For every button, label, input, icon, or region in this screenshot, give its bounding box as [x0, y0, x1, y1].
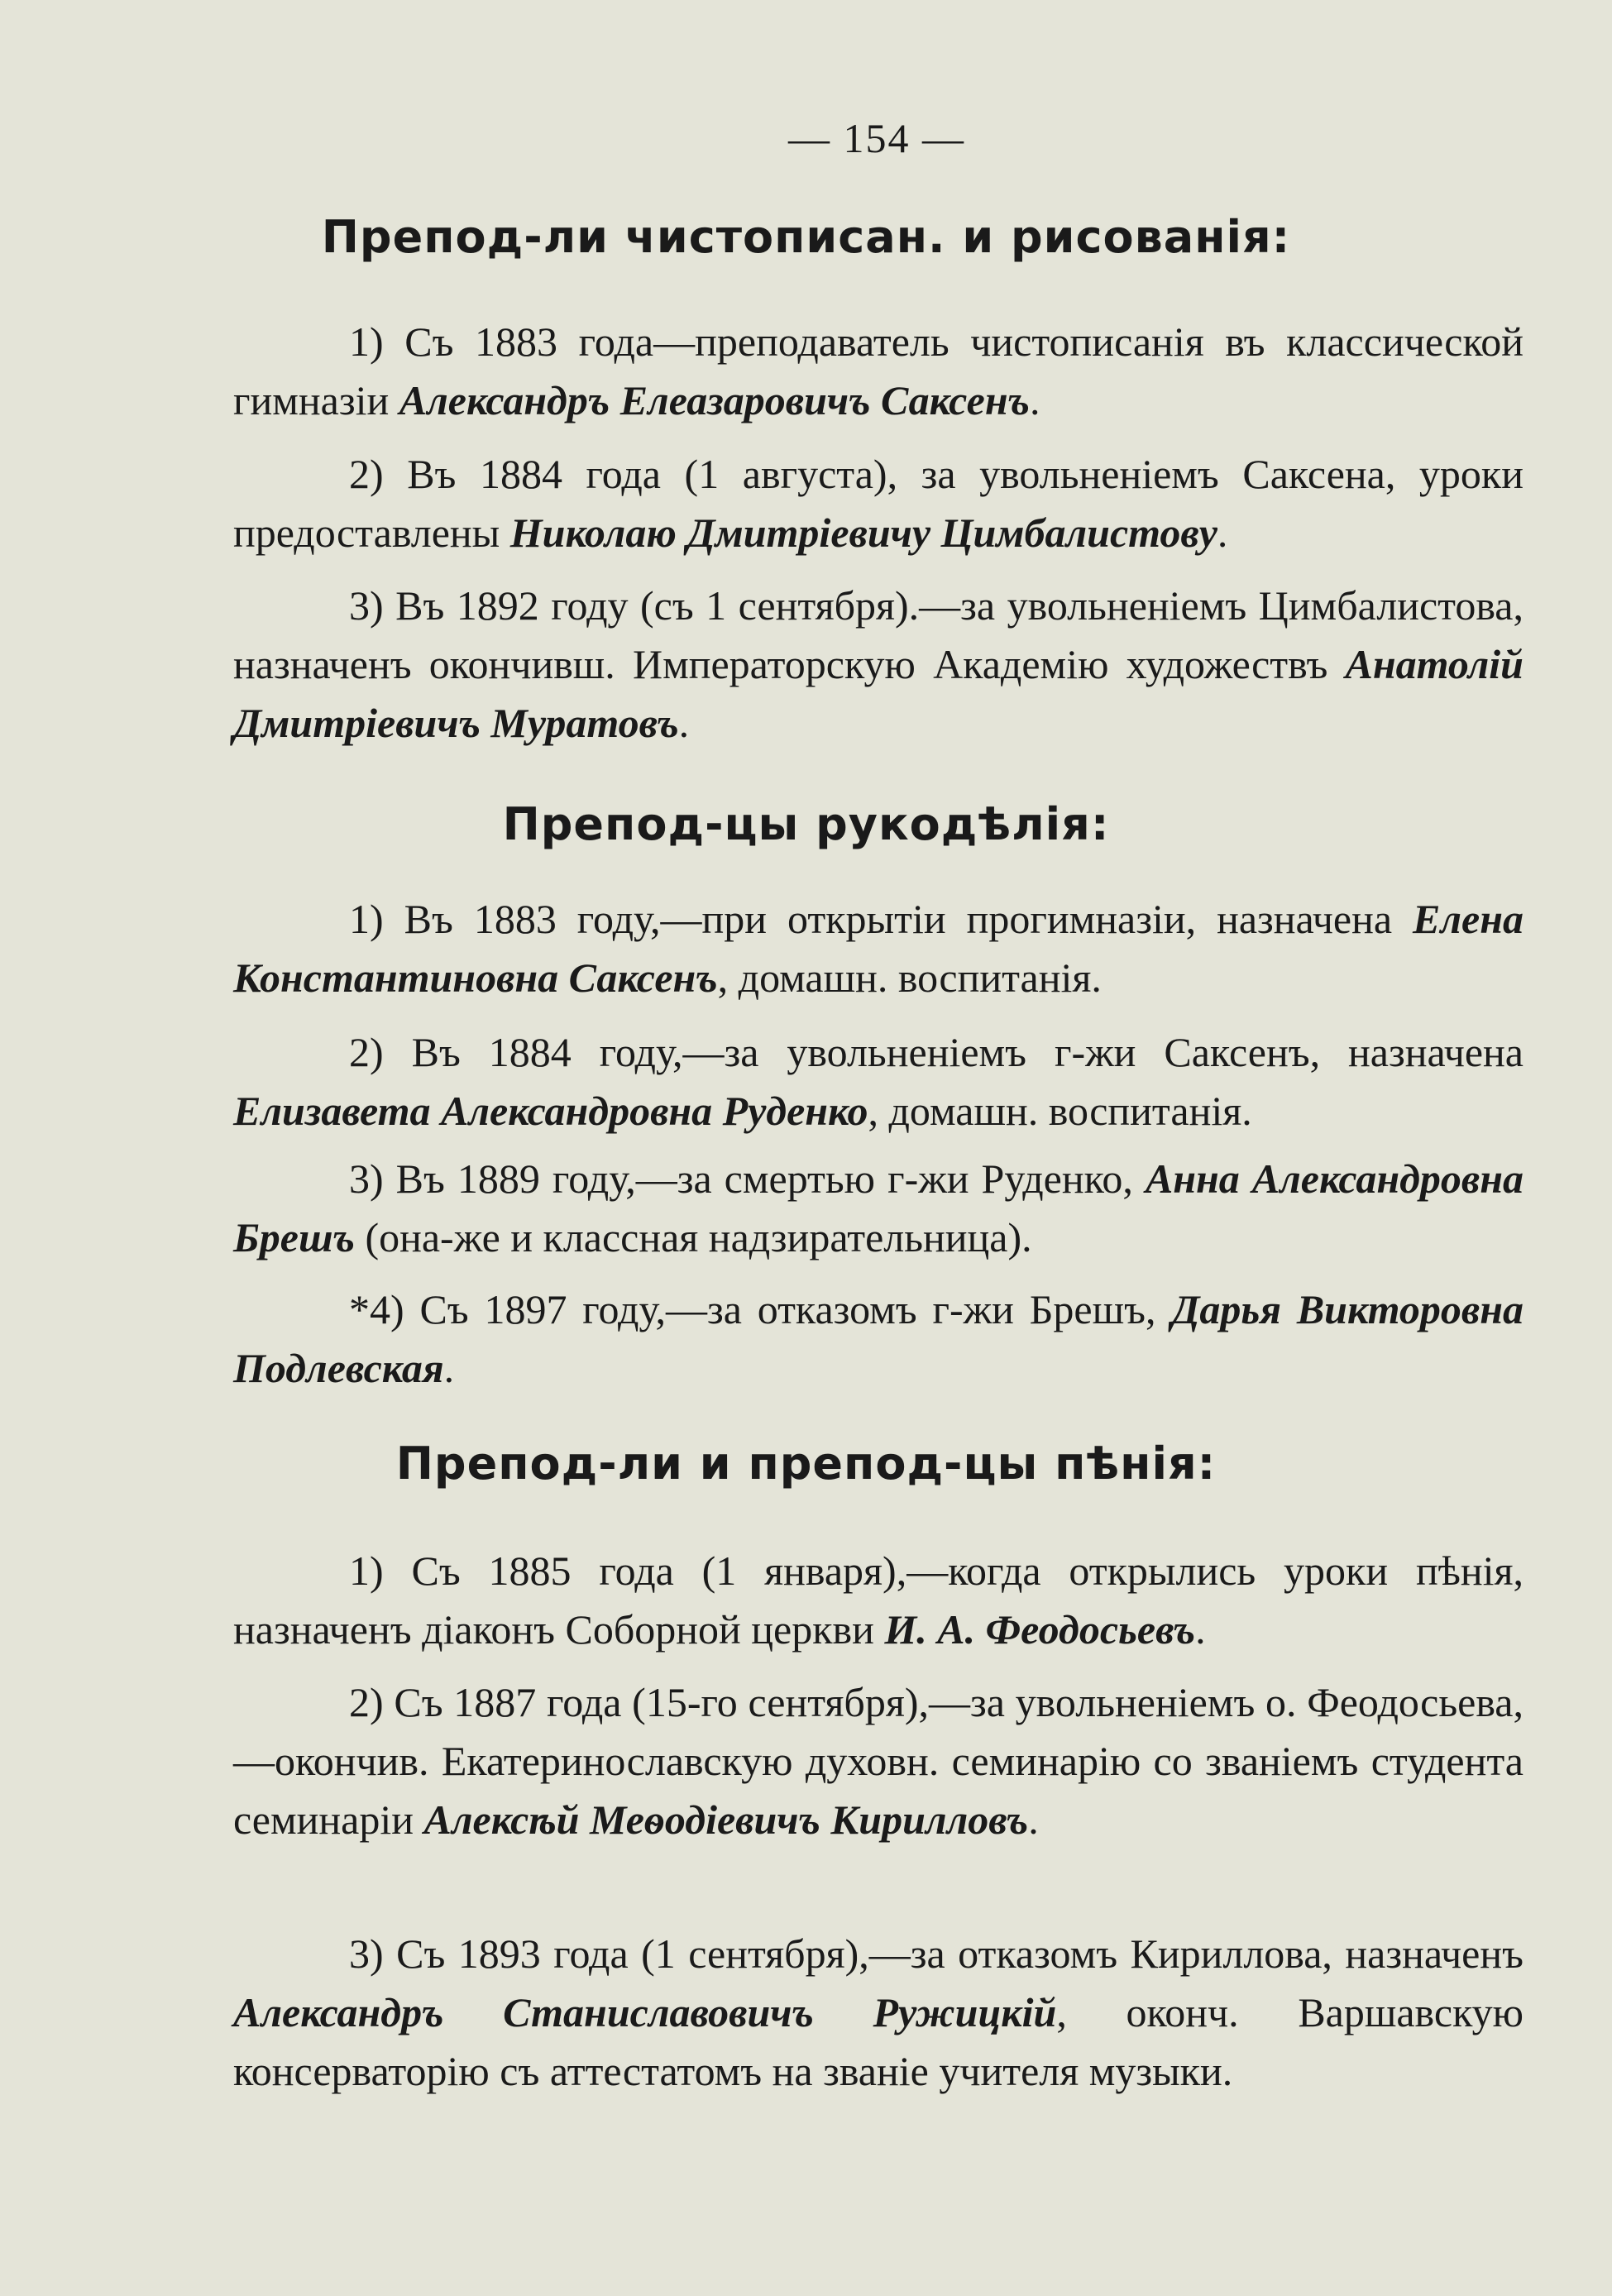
person-name: Елена Константиновна Саксенъ [233, 896, 1524, 1001]
paragraph-penmanship-1: 1) Съ 1883 года—преподаватель чистописанія въ классической гимназіи Александръ Елеазаровичъ Саксенъ. [233, 318, 1524, 423]
person-name: Александръ Елеазаровичъ Саксенъ [399, 377, 1030, 423]
paragraph-needlework-4: *4) Съ 1897 году,—за отказомъ г-жи Брешъ, Дарья Викторовна Подлевская. [233, 1286, 1524, 1391]
person-name: Анатолій Дмитріевичъ Муратовъ [233, 641, 1524, 746]
page-number: — 154 — [788, 115, 965, 161]
paragraph-needlework-3: 3) Въ 1889 году,—за смертью г-жи Руденко, Анна Александровна Брешъ (она-же и классная надзирательница). [233, 1155, 1524, 1260]
paragraph-needlework-1: 1) Въ 1883 году,—при открытіи прогимназіи, назначена Елена Константиновна Саксенъ, домашн. воспитанія. [233, 896, 1524, 1001]
paragraph-penmanship-3: 3) Въ 1892 году (съ 1 сентября).—за увольненіемъ Цимбалистова, назначенъ окончивш. Императорскую Академію художествъ Анатолій Дмитріевичъ Муратовъ. [233, 582, 1524, 746]
section-heading-singing: Препод-ли и препод-цы пѣнія: [395, 1437, 1217, 1490]
section-heading-penmanship: Препод-ли чистописан. и рисованія: [321, 211, 1291, 263]
paragraph-singing-3: 3) Съ 1893 года (1 сентября),—за отказомъ Кириллова, назначенъ Александръ Станиславовичъ Ружицкій, оконч. Варшавскую консерваторію съ аттестатомъ на званіе учителя музыки. [233, 1930, 1524, 2094]
section-heading-needlework: Препод-цы рукодѣлія: [502, 798, 1110, 850]
paragraph-penmanship-2: 2) Въ 1884 года (1 августа), за увольненіемъ Саксена, уроки предоставлены Николаю Дмитріевичу Цимбалистову. [233, 451, 1524, 556]
paragraph-singing-1: 1) Съ 1885 года (1 января),—когда открылись уроки пѣнія, назначенъ діаконъ Соборной церкви И. А. Феодосьевъ. [233, 1547, 1524, 1653]
person-name: Алексѣй Меѳодіевичъ Кирилловъ [423, 1796, 1029, 1843]
person-name: И. А. Феодосьевъ [884, 1606, 1196, 1653]
person-name: Анна Александровна Брешъ [233, 1155, 1524, 1260]
paragraph-needlework-2: 2) Въ 1884 году,—за увольненіемъ г-жи Саксенъ, назначена Елизавета Александровна Руденко, домашн. воспитанія. [233, 1029, 1524, 1134]
person-name: Александръ Станиславовичъ Ружицкій [233, 1989, 1057, 2035]
paragraph-singing-2: 2) Съ 1887 года (15-го сентября),—за увольненіемъ о. Феодосьева,—окончив. Екатеринославскую духовн. семинарію со званіемъ студента семинаріи Алексѣй Меѳодіевичъ Кирилловъ. [233, 1679, 1524, 1843]
person-name: Николаю Дмитріевичу Цимбалистову [509, 509, 1217, 556]
person-name: Дарья Викторовна Подлевская [233, 1286, 1524, 1391]
person-name: Елизавета Александровна Руденко [233, 1088, 868, 1134]
